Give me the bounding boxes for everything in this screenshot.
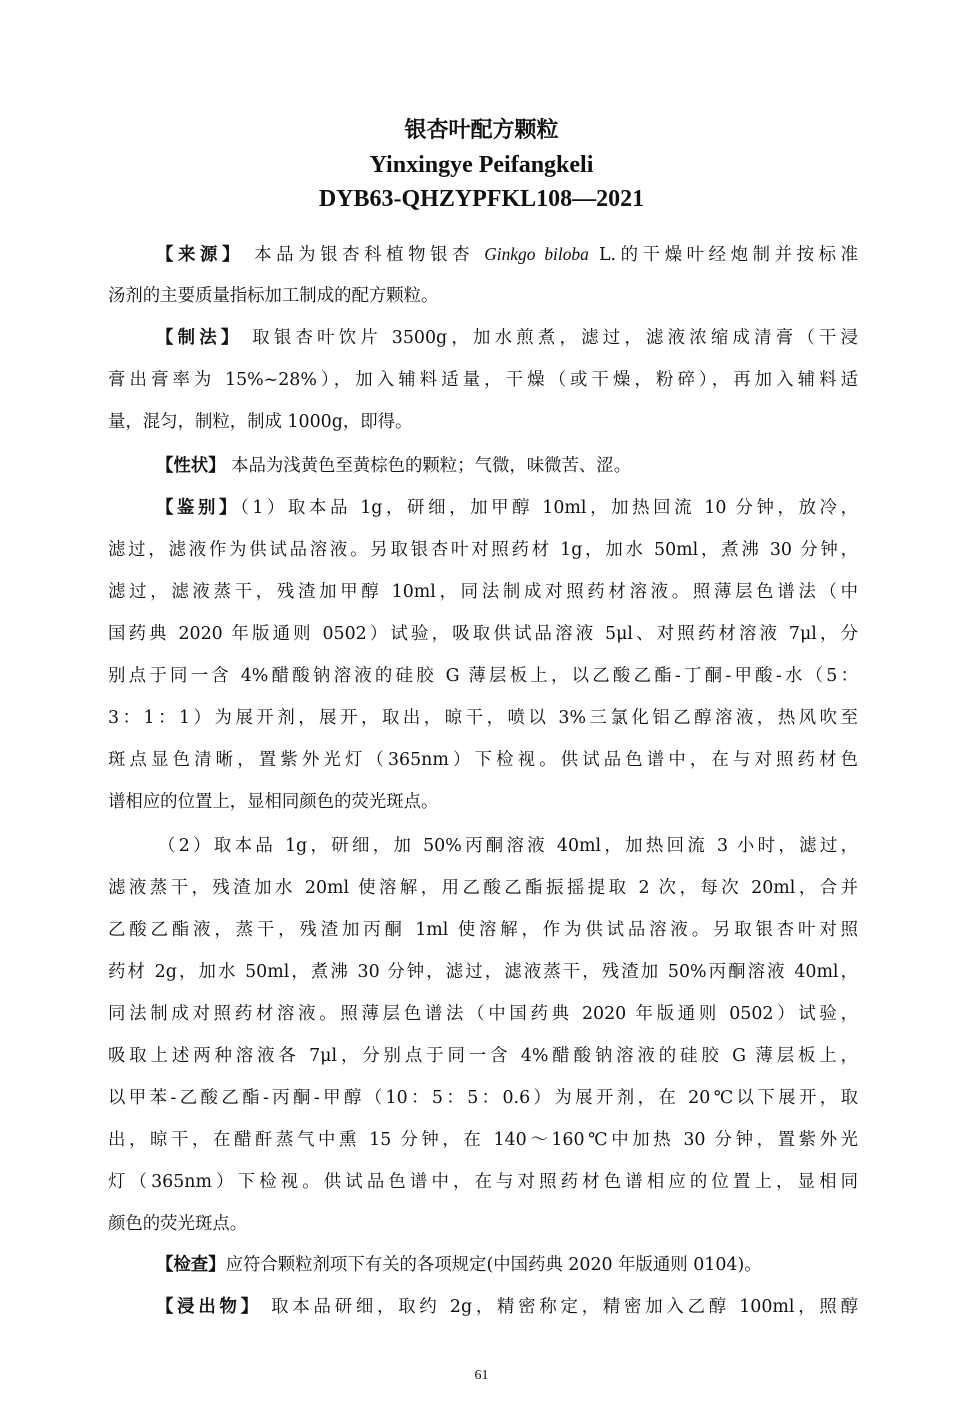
title-block <box>0 112 963 216</box>
identification-line: 灯（365nm）下检视。供试品色谱中，在与对照药材色谱相应的位置上，显相同 <box>108 1172 858 1192</box>
identification-label: 【鉴别】 <box>156 498 241 518</box>
extract-text: 取本品研细，取约 2g，精密称定，精密加入乙醇 100ml，照醇 <box>261 1297 858 1317</box>
inspection-label: 【检查】 <box>156 1255 226 1275</box>
section-extract <box>108 1286 858 1328</box>
identification-line: 乙酸乙酯液，蒸干，残渣加丙酮 1ml 使溶解，作为供试品溶液。另取银杏叶对照 <box>108 920 858 940</box>
identification-line: 药材 2g，加水 50ml，煮沸 30 分钟，滤过，滤液蒸干，残渣加 50%丙酮溶液 40ml， <box>108 962 858 982</box>
characteristics-line-1 <box>108 445 858 487</box>
inspection-line-1 <box>108 1244 858 1286</box>
source-line-2: 汤剂的主要质量指标加工制成的配方颗粒。 <box>108 286 439 306</box>
standard-number: DYB63-QHZYPFKL108—2021 <box>318 186 645 212</box>
source-text-a: 本品为银杏科植物银杏 <box>243 245 485 265</box>
identification-line: 出，晾干，在醋酐蒸气中熏 15 分钟，在 140～160℃中加热 30 分钟，置紫外光 <box>108 1130 858 1150</box>
section-identification-1 <box>108 487 858 823</box>
inspection-text: 应符合颗粒剂项下有关的各项规定(中国药典 2020 年版通则 0104)。 <box>225 1255 762 1275</box>
identification-line: 同法制成对照药材溶液。照薄层色谱法（中国药典 2020 年版通则 0502）试验， <box>108 1004 858 1024</box>
source-label: 【来源】 <box>156 245 244 265</box>
section-inspection <box>108 1244 858 1286</box>
identification-line: 国药典 2020 年版通则 0502）试验，吸取供试品溶液 5μl、对照药材溶液 7μl，分 <box>108 624 858 644</box>
latin-name: Ginkgo biloba <box>484 244 589 264</box>
section-identification-2 <box>108 825 858 1245</box>
page-number: 61 <box>474 1368 489 1383</box>
identification-line-1 <box>108 487 858 529</box>
identification-line: 别点于同一含 4%醋酸钠溶液的硅胶 G 薄层板上，以乙酸乙酯-丁酮-甲酸-水（5： <box>108 666 858 686</box>
identification-line: 谱相应的位置上，显相同颜色的荧光斑点。 <box>108 792 439 812</box>
identification-line: （2）取本品 1g，研细，加 50%丙酮溶液 40ml，加热回流 3 小时，滤过， <box>158 836 858 856</box>
characteristics-text: 本品为浅黄色至黄棕色的颗粒；气微，味微苦、涩。 <box>225 456 632 476</box>
title-chinese: 银杏叶配方颗粒 <box>404 117 559 143</box>
identification-line: 吸取上述两种溶液各 7μl，分别点于同一含 4%醋酸钠溶液的硅胶 G 薄层板上， <box>108 1046 858 1066</box>
preparation-line-2: 膏出膏率为 15%~28%），加入辅料适量，干燥（或干燥，粉碎），再加入辅料适 <box>108 370 858 390</box>
preparation-line-1 <box>108 317 858 359</box>
preparation-line-3: 量，混匀，制粒，制成 1000g，即得。 <box>108 412 413 432</box>
identification-line: 滤液蒸干，残渣加水 20ml 使溶解，用乙酸乙酯振摇提取 2 次，每次 20ml，合并 <box>108 878 858 898</box>
source-line-1 <box>108 233 858 275</box>
identification-line: 滤过，滤液蒸干，残渣加甲醇 10ml，同法制成对照药材溶液。照薄层色谱法（中 <box>108 582 858 602</box>
extract-label: 【浸出物】 <box>156 1297 262 1317</box>
preparation-text: 取银杏叶饮片 3500g，加水煎煮，滤过，滤液浓缩成清膏（干浸 <box>242 328 858 348</box>
identification-text: （1）取本品 1g，研细，加甲醇 10ml，加热回流 10 分钟，放冷， <box>240 498 858 518</box>
section-source <box>108 233 858 317</box>
identification-line: 以甲苯-乙酸乙酯-丙酮-甲醇（10：5：5：0.6）为展开剂，在 20℃以下展开，取 <box>108 1088 858 1108</box>
source-text-b: L.的干燥叶经炮制并按标准 <box>588 245 858 265</box>
identification-line: 颜色的荧光斑点。 <box>108 1214 248 1234</box>
section-preparation <box>108 317 858 443</box>
characteristics-label: 【性状】 <box>156 456 226 476</box>
section-characteristics <box>108 445 858 487</box>
identification-line: 斑点显色清晰，置紫外光灯（365nm）下检视。供试品色谱中，在与对照药材色 <box>108 750 858 770</box>
preparation-label: 【制法】 <box>156 328 243 348</box>
identification-line: 滤过，滤液作为供试品溶液。另取银杏叶对照药材 1g，加水 50ml，煮沸 30 分钟， <box>108 540 858 560</box>
identification-line: 3：1：1）为展开剂，展开，取出，晾干，喷以 3%三氯化铝乙醇溶液，热风吹至 <box>108 708 858 728</box>
title-pinyin: Yinxingye Peifangkeli <box>369 152 594 178</box>
extract-line-1 <box>108 1286 858 1328</box>
